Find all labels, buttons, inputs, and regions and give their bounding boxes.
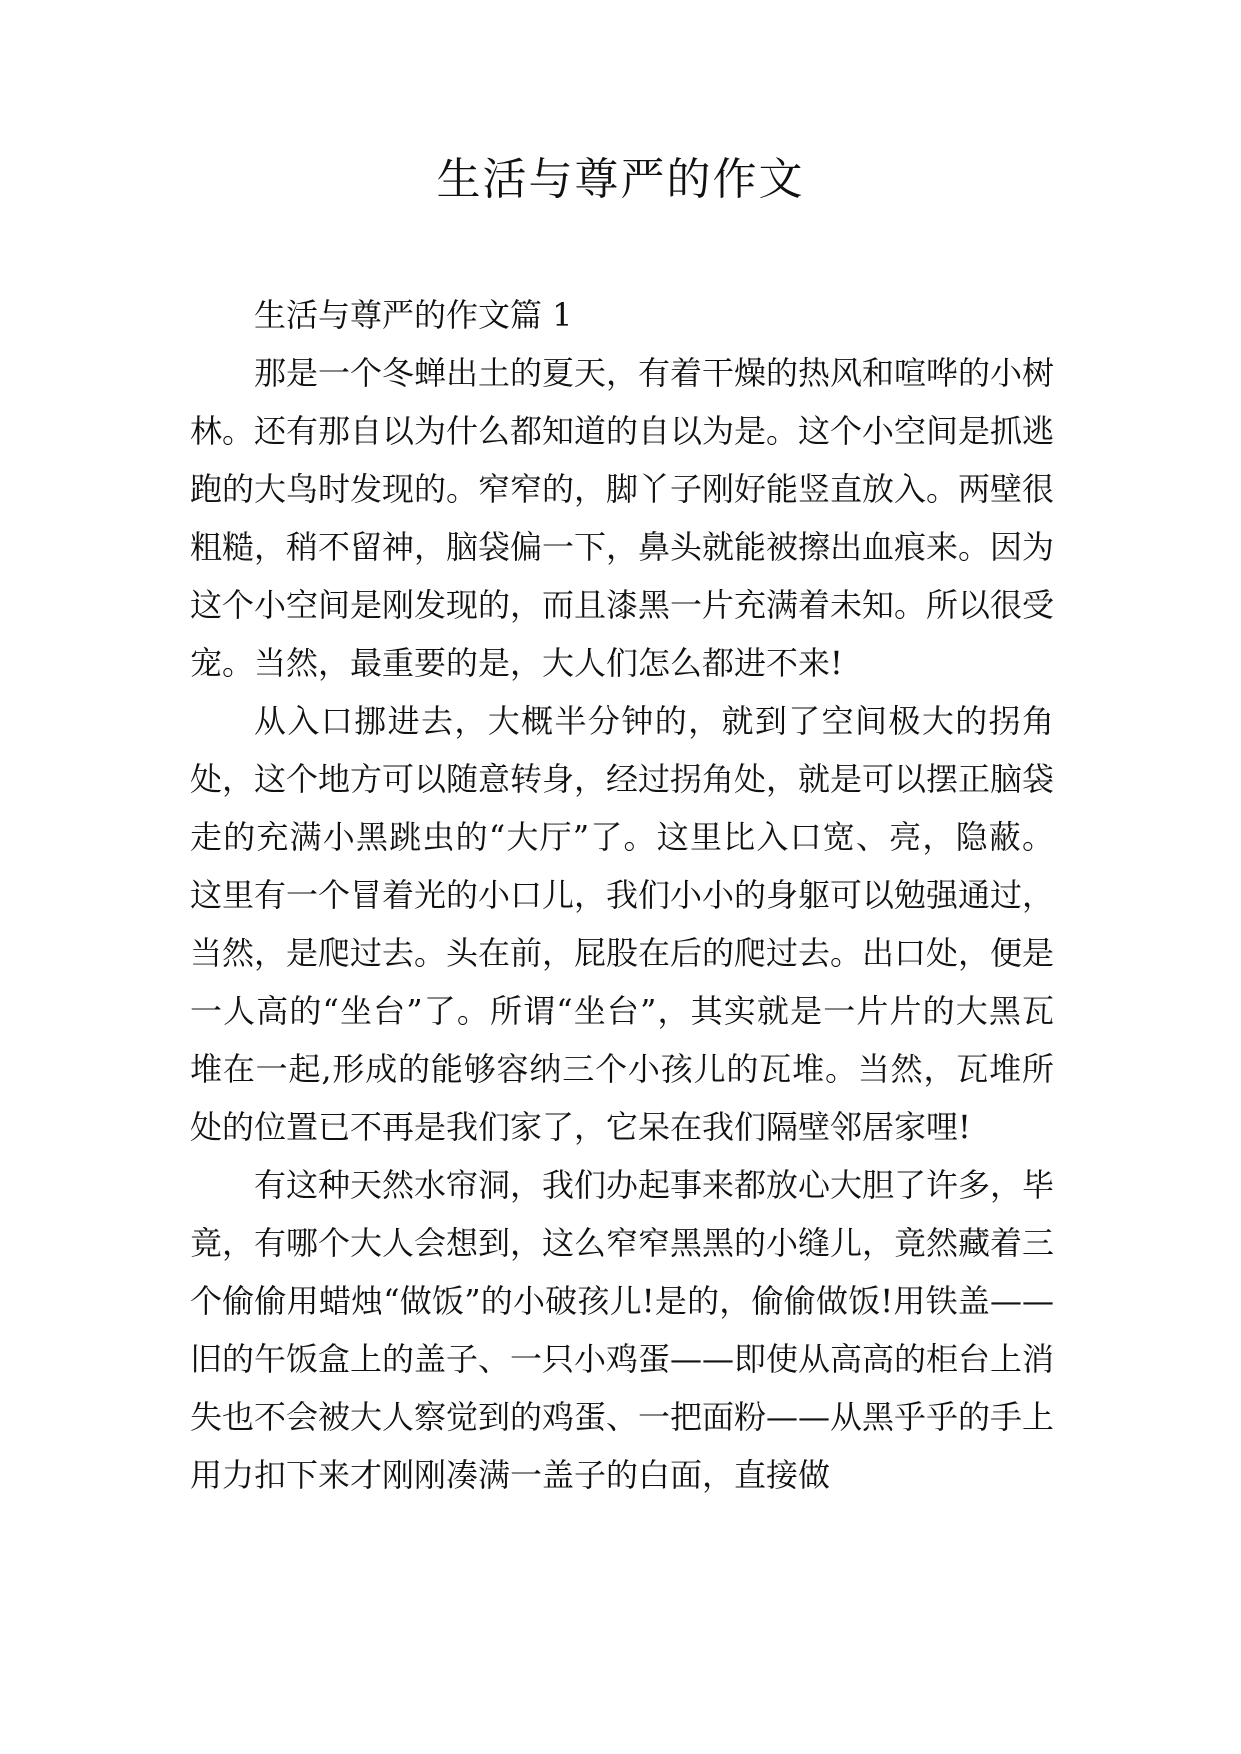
paragraph-1: 那是一个冬蝉出土的夏天，有着干燥的热风和喧哗的小树林。还有那自以为什么都知道的自以为是。这个小空间是抓逃跑的大鸟时发现的。窄窄的，脚丫子刚好能竖直放入。两壁很粗糙，稍不留神，脑袋偏一下，鼻头就能被擦出血痕来。因为这个小空间是刚发现的，而且漆黑一片充满着未知。所以很受宠。当然，最重要的是，大人们怎么都进不来! (190, 354, 1055, 682)
document-body (190, 286, 1054, 1504)
document-title: 生活与尊严的作文 (436, 154, 805, 205)
paragraph-3: 有这种天然水帘洞，我们办起事来都放心大胆了许多，毕竟，有哪个大人会想到，这么窄窄黑黑的小缝儿，竟然藏着三个偷偷用蜡烛“做饭”的小破孩儿!是的，偷偷做饭!用铁盖——旧的午饭盒上的盖子、一只小鸡蛋——即使从高高的柜台上消失也不会被大人察觉到的鸡蛋、一把面粉——从黑乎乎的手上用力扣下来才刚刚凑满一盖子的白面，直接做 (190, 1166, 1055, 1494)
paragraph-2: 从入口挪进去，大概半分钟的，就到了空间极大的拐角处，这个地方可以随意转身，经过拐角处，就是可以摆正脑袋走的充满小黑跳虫的“大厅”了。这里比入口宽、亮，隐蔽。这里有一个冒着光的小口儿，我们小小的身躯可以勉强通过，当然，是爬过去。头在前，屁股在后的爬过去。出口处，便是一人高的“坐台”了。所谓“坐台”，其实就是一片片的大黑瓦堆在一起,形成的能够容纳三个小孩儿的瓦堆。当然，瓦堆所处的位置已不再是我们家了，它呆在我们隔壁邻居家哩! (190, 702, 1055, 1146)
section-heading: 生活与尊严的作文篇 1 (254, 296, 573, 334)
